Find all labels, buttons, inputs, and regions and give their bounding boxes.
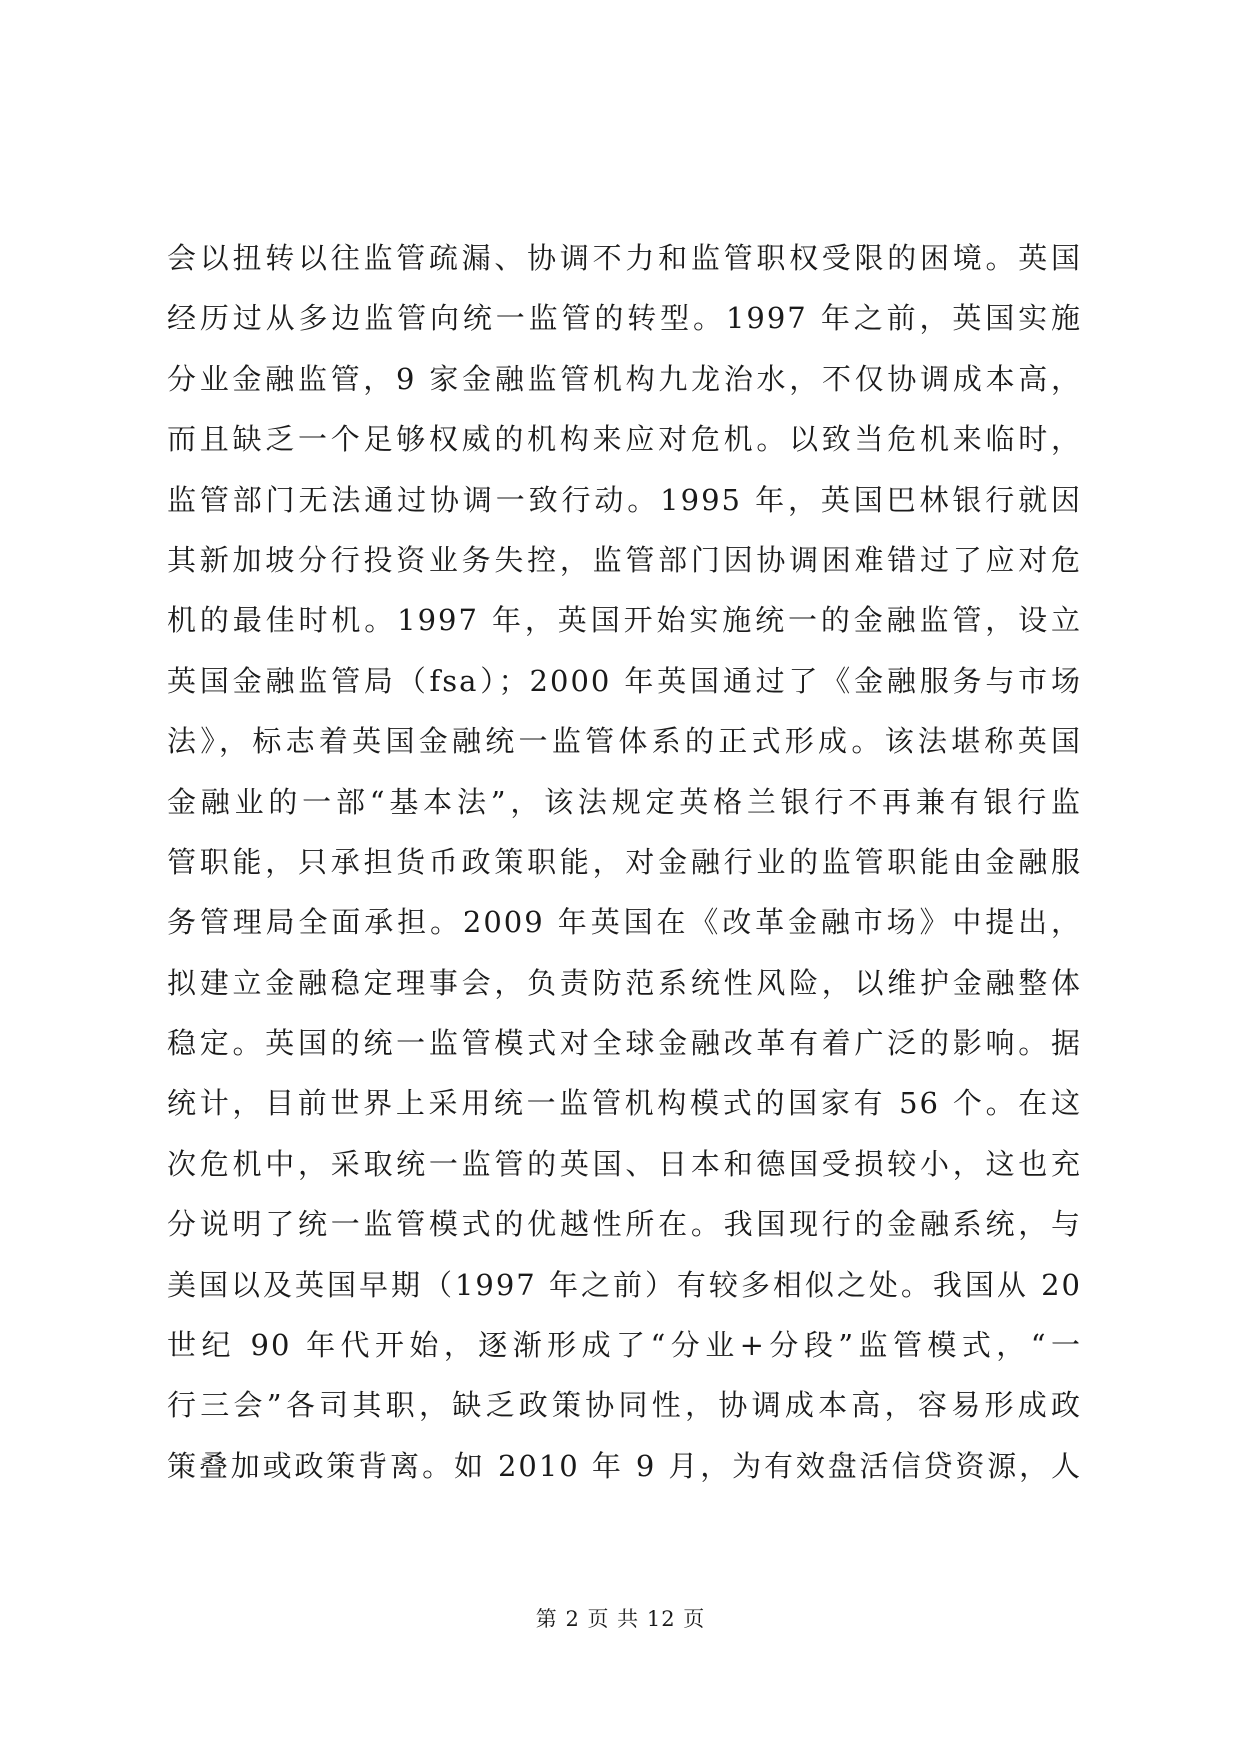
text-line: 法》，标志着英国金融统一监管体系的正式形成。该法堪称英国 [167, 724, 1082, 759]
text-line: 统计，目前世界上采用统一监管机构模式的国家有 56 个。在这 [167, 1086, 1082, 1121]
text-line: 金融业的一部“基本法”，该法规定英格兰银行不再兼有银行监 [167, 784, 1082, 819]
text-line: 分业金融监管，9 家金融监管机构九龙治水，不仅协调成本高， [167, 361, 1082, 396]
text-line: 而且缺乏一个足够权威的机构来应对危机。以致当危机来临时， [167, 422, 1082, 457]
text-line: 拟建立金融稳定理事会，负责防范系统性风险，以维护金融整体 [167, 965, 1082, 1000]
text-line: 世纪 90 年代开始，逐渐形成了“分业+分段”监管模式，“一 [167, 1328, 1082, 1363]
text-line: 经历过从多边监管向统一监管的转型。1997 年之前，英国实施 [167, 301, 1082, 336]
text-line: 美国以及英国早期（1997 年之前）有较多相似之处。我国从 20 [167, 1267, 1082, 1302]
text-line: 机的最佳时机。1997 年，英国开始实施统一的金融监管，设立 [167, 603, 1082, 638]
text-line: 会以扭转以往监管疏漏、协调不力和监管职权受限的困境。英国 [167, 241, 1082, 275]
text-line: 其新加坡分行投资业务失控，监管部门因协调困难错过了应对危 [167, 542, 1082, 577]
text-line: 务管理局全面承担。2009 年英国在《改革金融市场》中提出， [167, 905, 1082, 940]
text-line: 行三会”各司其职，缺乏政策协同性，协调成本高，容易形成政 [167, 1388, 1082, 1423]
body-paragraph [167, 228, 1082, 1496]
text-line: 次危机中，采取统一监管的英国、日本和德国受损较小，这也充 [167, 1146, 1082, 1181]
page-footer [0, 1604, 1241, 1634]
text-line: 分说明了统一监管模式的优越性所在。我国现行的金融系统，与 [167, 1207, 1082, 1242]
text-line: 稳定。英国的统一监管模式对全球金融改革有着广泛的影响。据 [167, 1026, 1082, 1061]
text-line: 管职能，只承担货币政策职能，对金融行业的监管职能由金融服 [167, 844, 1082, 879]
page-number-label: 第 2 页 共 12 页 [535, 1607, 706, 1631]
text-line: 策叠加或政策背离。如 2010 年 9 月，为有效盘活信贷资源，人 [167, 1448, 1082, 1483]
text-line: 监管部门无法通过协调一致行动。1995 年，英国巴林银行就因 [167, 482, 1082, 517]
text-line: 英国金融监管局（fsa）；2000 年英国通过了《金融服务与市场 [167, 663, 1082, 698]
